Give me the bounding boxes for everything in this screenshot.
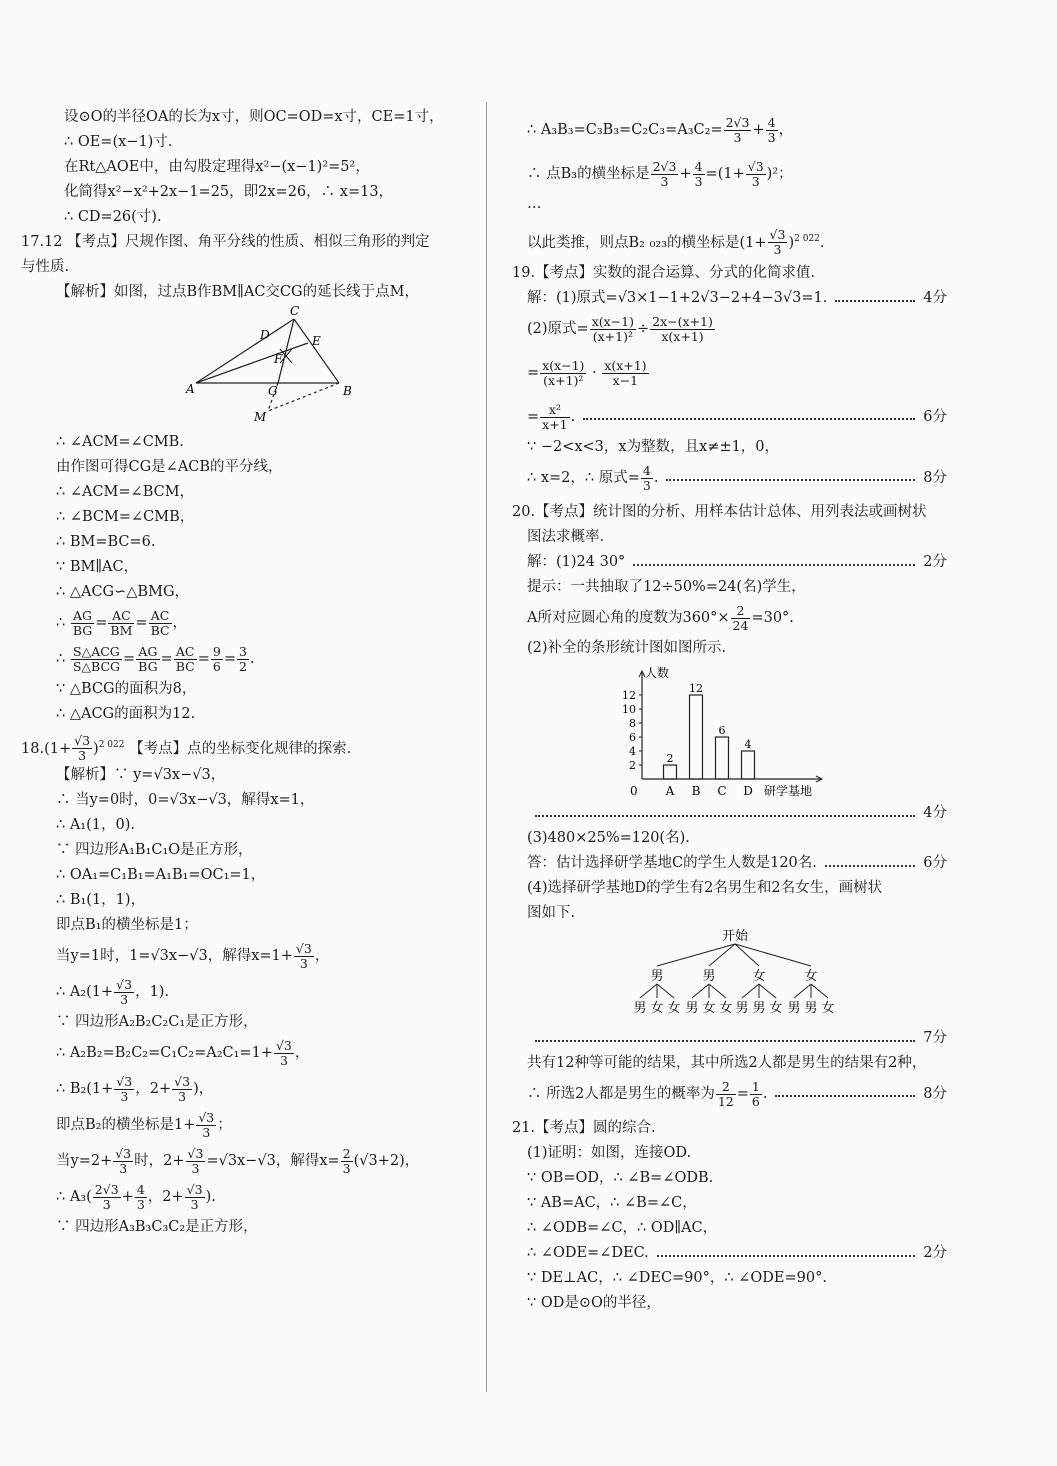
math-line: 当y=2+ $\frac{√3}{3}$ 时，2+ $\frac{√3}{3}$ =√3x−√3，解得x= $\frac{2}{3}$ (√3+2)， [56, 1145, 420, 1176]
tree-leaf: 女 [769, 1001, 783, 1016]
text-line: (2)补全的条形统计图如图所示. [527, 640, 727, 656]
math-line: 即点B₂的横坐标是1+ $\frac{√3}{3}$ ； [56, 1109, 232, 1140]
segment-ae [196, 343, 308, 383]
data-label: 12 [689, 682, 703, 695]
text-line: ∴ OE=(x−1)寸. [64, 134, 173, 150]
text-line: ∴ 当y=0时，0=√3x−√3，解得x=1， [56, 792, 315, 808]
tree-node: 男 [702, 969, 716, 984]
triangle-figure [56, 305, 476, 430]
q20-heading: 20.【考点】统计图的分析、用样本估计总体、用列表法或画树状 [512, 504, 927, 520]
text-line: ∵ −2<x<3，x为整数，且x≠±1，0， [527, 439, 780, 455]
tree-node: 男 [650, 969, 664, 984]
x-tick-label: C [717, 784, 727, 798]
fraction: $\frac{AG}{BG}$ [138, 643, 158, 674]
text-line: ∵ BM∥AC， [56, 559, 139, 575]
x-tick-label: A [665, 784, 675, 798]
point-label-g: G [268, 384, 278, 398]
y-axis-label: 人数 [645, 666, 670, 680]
text-line: ∴ B₁(1，1)， [56, 892, 146, 908]
text-line: 由作图可得CG是∠ACB的平分线， [56, 459, 283, 475]
bar-chart [527, 661, 947, 801]
scored-line: 解：(1)原式=√3×1−1+2√3−2+4−3√3=1. 4分 [527, 290, 947, 306]
ratio-line: ∴ $\frac{AG}{BG}$ = $\frac{AC}{BM}$ = $\frac{AC}{BC}$ ， [56, 607, 188, 638]
math-line: ∴ A₃( $\frac{2√3}{3}$ + $\frac{4}{3}$ ，2+ $\frac{√3}{3}$ ). [56, 1181, 216, 1212]
data-label: 6 [718, 724, 726, 737]
y-tick-label: 4 [629, 745, 636, 758]
text-line: ∵ 四边形A₁B₁C₁O是正方形， [56, 842, 253, 858]
text-line: 化简得x²−x²+2x−1=25，即2x=26，∴ x=13， [64, 184, 394, 200]
point-label-b: B [343, 384, 352, 398]
segment-bm [268, 383, 339, 411]
q19-heading: 19.【考点】实数的混合运算、分式的化简求值. [512, 265, 816, 281]
text-line: ∴ ∠ODB=∠C，∴ OD∥AC， [527, 1220, 718, 1236]
math-line: = $\frac{x(x-1)}{\text{(x+1)²}}$ · $\frac{x(x+1)}{x-1}$ [527, 357, 647, 388]
tree-leaf: 男 [752, 1001, 766, 1016]
point-label-m: M [254, 410, 267, 424]
tree-edge [742, 984, 759, 998]
text-line: 在Rt△AOE中，由勾股定理得x²−(x−1)²=5²， [64, 159, 370, 175]
fraction: $\frac{AC}{BM}$ [110, 607, 133, 638]
fraction: $\frac{\text{S△ACG}}{\text{S△BCG}}$ [72, 643, 120, 674]
text-line: ∵ DE⊥AC，∴ ∠DEC=90°，∴ ∠ODE=90°. [527, 1270, 827, 1286]
q20-heading-cont: 图法求概率. [527, 529, 605, 545]
segment-ac [196, 319, 294, 383]
fraction: $\frac{AC}{BC}$ [175, 643, 195, 674]
text-line: ∵ △BCG的面积为8， [56, 681, 197, 697]
scored-line: ∴ ∠ODE=∠DEC. 2分 [527, 1245, 947, 1261]
text-line: 设⊙O的半径OA的长为x寸，则OC=OD=x寸，CE=1寸， [64, 109, 444, 125]
tree-root: 开始 [721, 929, 749, 944]
text-line: ∴ ∠ACM=∠CMB. [56, 434, 184, 450]
scored-line: = $\frac{\text{x²}}{x+1}$ . 6分 [527, 401, 947, 432]
column-divider [486, 102, 487, 1392]
math-line: 以此类推，则点B₂ ₀₂₃的横坐标是(1+ $\frac{√3}{3}$ )$^{2 022}$. [527, 227, 825, 258]
text-line: ∵ OB=OD，∴ ∠B=∠ODB. [527, 1170, 714, 1186]
text-line: ∴ △ACG的面积为12. [56, 706, 196, 722]
point-label-e: E [312, 334, 321, 348]
tree-leaf: 女 [667, 1001, 681, 1016]
math-line: ∴ A₂B₂=B₂C₂=C₁C₂=A₂C₁=1+ $\frac{√3}{3}$ ， [56, 1037, 310, 1068]
text-line: ∴ A₁(1，0). [56, 817, 135, 833]
text-line: ∵ 四边形A₃B₃C₃C₂是正方形， [56, 1219, 258, 1235]
tree-leaf: 男 [685, 1001, 699, 1016]
bar-d [742, 751, 755, 779]
point-label-f: F [274, 352, 283, 366]
data-label: 2 [666, 752, 674, 765]
segment-cb [294, 319, 339, 383]
tree-diagram [527, 926, 947, 1026]
q17-heading: 17.12 【考点】尺规作图、角平分线的性质、相似三角形的判定 [21, 234, 430, 250]
scored-line: 答：估计选择研学基地C的学生人数是120名. 6分 [527, 855, 947, 871]
scored-line: ∴ x=2，∴ 原式= $\frac{4}{3}$ . 8分 [527, 462, 947, 493]
x-tick-label: B [691, 784, 701, 798]
fraction: $\frac{9}{6}$ [212, 643, 221, 674]
x-axis-label: 研学基地 [764, 784, 813, 798]
text-line: 图如下. [527, 905, 576, 921]
math-line: (2)原式= $\frac{x(x-1)}{\text{(x+1)²}}$ ÷ $\frac{2x-(x+1)}{x(x+1)}$ [527, 313, 713, 344]
left-column [21, 105, 476, 1240]
q17-heading-cont: 与性质. [21, 259, 70, 275]
math-line: ∴ B₂(1+ $\frac{√3}{3}$ ，2+ $\frac{√3}{3}$ )， [56, 1073, 214, 1104]
y-tick-label: 12 [622, 689, 636, 702]
tree-edge [709, 984, 726, 998]
text-line: ∵ AB=AC，∴ ∠B=∠C， [527, 1195, 697, 1211]
point-label-c: C [290, 305, 300, 318]
scored-line: 7分 [527, 1026, 947, 1051]
tree-edge [811, 984, 828, 998]
text-line: (1)证明：如图，连接OD. [527, 1145, 692, 1161]
tree-edge [640, 984, 657, 998]
fraction: $\frac{√3}{3}$ [74, 733, 91, 764]
q17-analysis: 【解析】如图，过点B作BM∥AC交CG的延长线于点M， [56, 284, 419, 300]
tree-leaf: 女 [650, 1001, 664, 1016]
tree-edge [657, 984, 674, 998]
tree-edge [759, 984, 776, 998]
fraction: $\frac{AG}{BG}$ [72, 607, 93, 638]
tree-leaf: 女 [821, 1001, 835, 1016]
text-line: ∴ ∠BCM=∠CMB， [56, 509, 195, 525]
q21-heading: 21.【考点】圆的综合. [512, 1120, 656, 1136]
area-ratio-line: ∴ $\frac{\text{S△ACG}}{\text{S△BCG}}$ = $\frac{AG}{BG}$ = $\frac{AC}{BC}$ = $\frac{9}{6}$ = $\frac{3}{2}$ . [56, 643, 255, 674]
fraction: $\frac{3}{2}$ [238, 643, 247, 674]
fraction: $\frac{AC}{BC}$ [150, 607, 170, 638]
tree-leaf: 男 [787, 1001, 801, 1016]
text-line: ∵ OD是⊙O的半径， [527, 1295, 661, 1311]
text-line: 即点B₁的横坐标是1； [56, 917, 198, 933]
y-tick-label: 8 [629, 717, 636, 730]
tree-leaf: 男 [633, 1001, 647, 1016]
ellipsis-line: … [527, 196, 542, 212]
tree-leaf: 男 [804, 1001, 818, 1016]
point-label-a: A [186, 382, 195, 396]
tree-edge [692, 984, 709, 998]
text-line: 【解析】∵ y=√3x−√3， [56, 767, 226, 783]
math-line: 当y=1时，1=√3x−√3，解得x=1+ $\frac{√3}{3}$ ， [56, 940, 330, 971]
text-line: ∴ OA₁=C₁B₁=A₁B₁=OC₁=1， [56, 867, 266, 883]
scored-line: 4分 [527, 801, 947, 826]
bar-a [664, 765, 677, 779]
bar-b [690, 695, 703, 779]
text-line: ∵ 四边形A₂B₂C₂C₁是正方形， [56, 1014, 258, 1030]
math-line: A所对应圆心角的度数为360°× $\frac{2}{24}$ =30°. [527, 602, 794, 633]
tree-node: 女 [752, 969, 766, 984]
text-line: ∴ ∠ACM=∠BCM， [56, 484, 195, 500]
y-tick-label: 6 [629, 731, 636, 744]
data-label: 4 [744, 738, 752, 751]
text-line: 提示：一共抽取了12÷50%=24(名)学生， [527, 579, 806, 595]
point-label-d: D [260, 328, 270, 342]
text-line: 共有12种等可能的结果，其中所选2人都是男生的结果有2种， [527, 1055, 927, 1071]
tree-leaf: 女 [702, 1001, 716, 1016]
text-line: ∴ CD=26(寸). [64, 209, 162, 225]
y-tick-label: 2 [629, 759, 636, 772]
math-line: ∴ 点B₃的横坐标是 $\frac{2√3}{3}$ + $\frac{4}{3}$ =(1+ $\frac{√3}{3}$ )²； [527, 158, 793, 189]
right-column [512, 112, 947, 1316]
tree-leaf: 女 [719, 1001, 733, 1016]
origin-label: 0 [630, 784, 638, 798]
text-line: ∴ BM=BC=6. [56, 534, 156, 550]
y-tick-label: 10 [622, 703, 636, 716]
tree-edge [794, 984, 811, 998]
tree-edge [657, 944, 735, 966]
math-line: ∴ A₃B₃=C₃B₃=C₂C₃=A₃C₂= $\frac{2√3}{3}$ + $\frac{4}{3}$ ， [527, 114, 794, 145]
text-line: ∴ △ACG∽△BMG， [56, 584, 190, 600]
tree-leaf: 男 [735, 1001, 749, 1016]
math-line: ∴ A₂(1+ $\frac{√3}{3}$ ，1). [56, 976, 170, 1007]
text-line: (4)选择研学基地D的学生有2名男生和2名女生，画树状 [527, 880, 883, 896]
bar-c [716, 737, 729, 779]
text-line: (3)480×25%=120(名). [527, 830, 690, 846]
q18-heading: 18.(1+ $\frac{√3}{3}$ )$^{2 022}$ 【考点】点的坐标变化规律的探索. [21, 733, 352, 764]
tree-node: 女 [804, 969, 818, 984]
x-tick-label: D [743, 784, 753, 798]
scored-line: 解：(1)24 30° 2分 [527, 554, 947, 570]
scored-line: ∴ 所选2人都是男生的概率为 $\frac{2}{12}$ = $\frac{1}{6}$ . 8分 [527, 1078, 947, 1109]
